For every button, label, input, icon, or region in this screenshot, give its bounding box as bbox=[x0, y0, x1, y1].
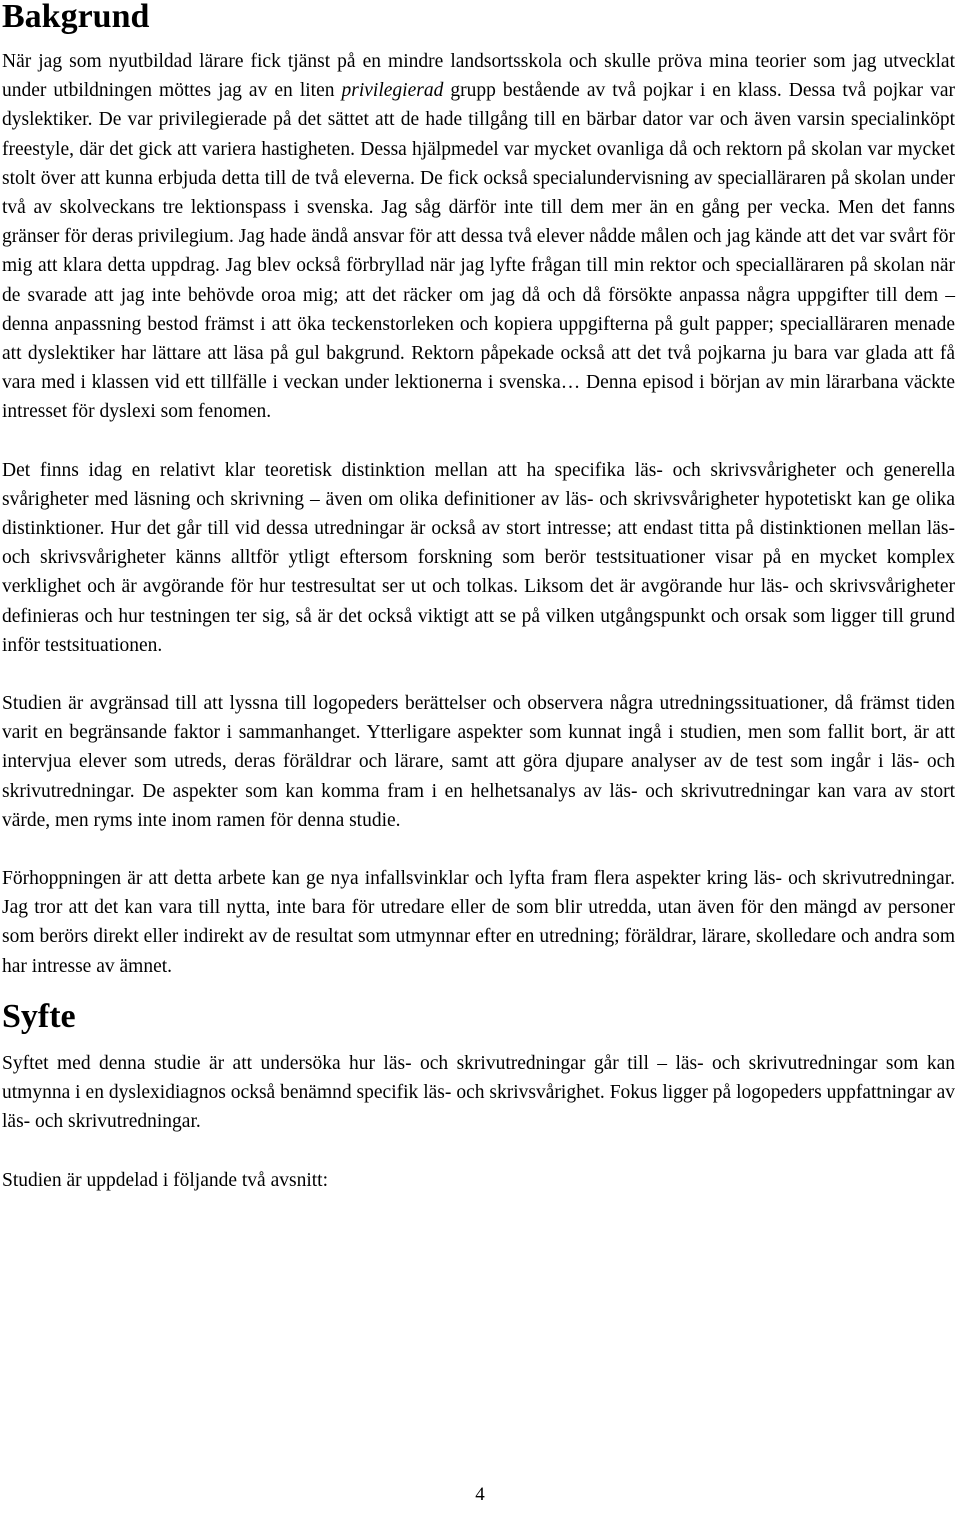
paragraph-purpose-1: Syftet med denna studie är att undersöka hur läs- och skrivutredningar går till – läs- och skrivutredningar som kan utmynna i en dyslexidiagnos också benämnd specifik läs- och skrivsvårighet. Fokus ligger på logopeders uppfattningar av läs- och skrivutredningar. bbox=[2, 1052, 955, 1133]
paragraph-background-1 bbox=[2, 47, 955, 427]
paragraph-purpose-2: Studien är uppdelad i följande två avsnitt: bbox=[2, 1169, 329, 1191]
paragraph-background-4: Förhoppningen är att detta arbete kan ge nya infallsvinklar och lyfta fram flera aspekter kring läs- och skrivutredningar. Jag tror att det kan vara till nytta, inte bara för utredare eller de som blir utredda, utan även för den mängd av personer som berörs direkt eller indirekt av de resultat som utmynnar efter en utredning; föräldrar, lärare, skolledare och andra som har intresse av ämnet. bbox=[2, 868, 955, 977]
paragraph-background-3: Studien är avgränsad till att lyssna till logopeders berättelser och observera några utredningssituationer, då främst tiden varit en begränsande faktor i sammanhanget. Ytterligare aspekter som kunnat ingå i studien, men som fallit bort, är att intervjua elever som utreds, deras föräldrar och lärare, samt att göra djupare analyser av de test som ingår i läs- och skrivutredningar. De aspekter som kan komma fram i en helhetsanalys av läs- och skrivutredningar kan vara av stort värde, men ryms inte inom ramen för denna studie. bbox=[2, 693, 955, 831]
paragraph-text: grupp bestående av två pojkar i en klass. Dessa två pojkar var dyslektiker. De var privilegierade på det sättet att de hade tillgång till en bärbar dator var och även varsin specialinköpt freestyle, där det gick att variera hastigheten. Dessa hjälpmedel var mycket ovanliga då och rektorn på skolan var mycket stolt över att kunna erbjuda detta till de två eleverna. De fick också specialundervisning av specialläraren på skolan under två av skolveckans tre lektionspass i svenska. Jag såg därför inte till dem mer än en gång per vecka. Men det fanns gränser för deras privilegium. Jag hade ändå ansvar för att dessa två elever nådde målen och jag kände att det var svårt för mig att klara detta uppdrag. Jag blev också förbryllad när jag lyfte frågan till min rektor och specialläraren på skolan när de svarade att jag inte behövde oroa mig; att det räcker om jag då och då försökte anpassa några uppgifter till dem – denna anpassning bestod främst i att öka teckenstorleken och kopiera uppgifterna på gult papper; specialläraren menade att dyslektiker har lättare att läsa på gul bakgrund. Rektorn påpekade också att det två pojkarna ju bara var glada att få vara med i klassen vid ett tillfälle i veckan under lektionerna i svenska… Denna episod i början av min lärarbana väckte intresset för dyslexi som fenomen. bbox=[2, 80, 955, 423]
paragraph-background-2: Det finns idag en relativt klar teoretisk distinktion mellan att ha specifika läs- och skrivsvårigheter och generella svårigheter med läsning och skrivning – även om olika definitioner av läs- och skrivsvårigheter hypotetiskt kan ge olika distinktioner. Hur det går till vid dessa utredningar är också av stort intresse; att endast titta på distinktionen mellan läs- och skrivsvårigheter känns alltför ytligt eftersom forskning som berör testsituationer visar på en mycket komplex verklighet och är avgörande för hur testresultat ser ut och tolkas. Liksom det är avgörande hur läs- och skrivsvårigheter definieras och hur testningen ter sig, så är det också viktigt att se på vilken utgångspunkt och orsak som ligger till grund inför testsituationen. bbox=[2, 459, 955, 656]
heading-bakgrund: Bakgrund bbox=[2, 0, 150, 35]
paragraph-text: När jag som nyutbildad lärare fick tjänst på en mindre landsortsskola och skulle pröva mina teorier som jag utvecklat under utbildningen möttes jag av en liten bbox=[2, 51, 955, 102]
page-number: 4 bbox=[475, 1484, 485, 1505]
page-content bbox=[2, 0, 955, 1195]
italic-term: privilegierad bbox=[341, 80, 444, 102]
heading-syfte: Syfte bbox=[2, 997, 76, 1035]
